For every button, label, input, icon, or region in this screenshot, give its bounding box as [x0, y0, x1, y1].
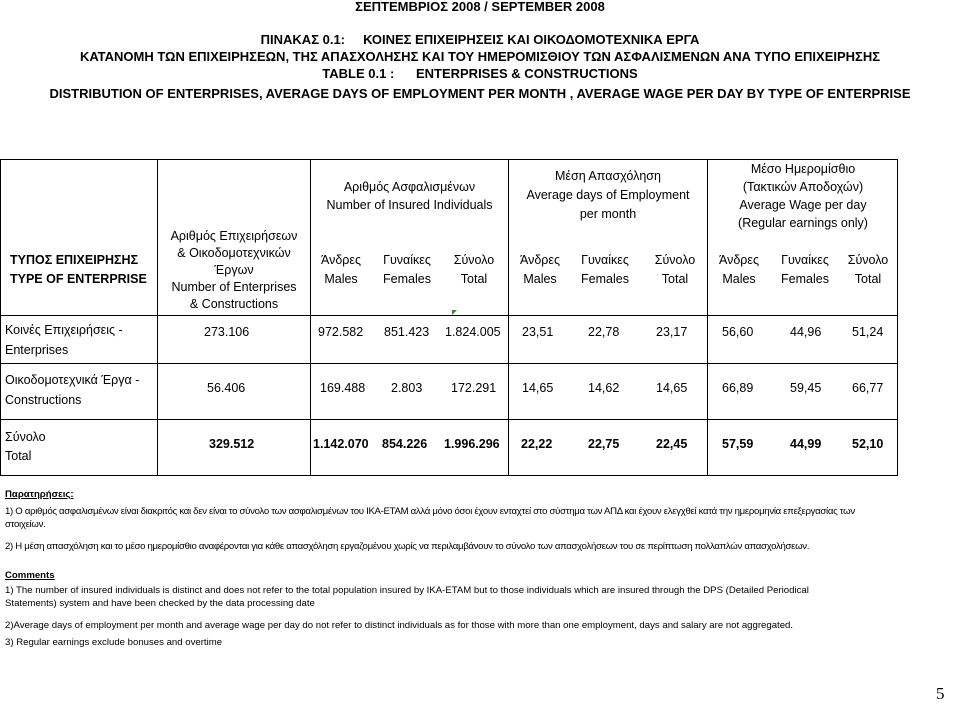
- days-total-value: 14,65: [656, 381, 688, 395]
- row-label: Σύνολο Total: [5, 430, 46, 463]
- notes-gr-heading: Παρατηρήσεις:: [5, 489, 74, 500]
- row-label: Οικοδομοτεχνικά Έργα - Constructions: [5, 373, 140, 407]
- wage-header: Μέσο Ημερομίσθιο (Τακτικών Αποδοχών) Average Wage per day (Regular earnings only): [738, 162, 868, 230]
- days-females-value: 22,75: [588, 437, 620, 451]
- cell-marker: [452, 310, 457, 315]
- type-header: ΤΥΠΟΣ ΕΠΙΧΕΙΡΗΣΗΣ TYPE OF ENTERPRISE: [10, 253, 147, 286]
- wage-females-value: 44,96: [790, 325, 822, 339]
- wage-total-value: 52,10: [852, 437, 884, 451]
- days-males-value: 22,22: [521, 437, 553, 451]
- ins-total-value: 1.996.296: [444, 437, 500, 451]
- enterprises-value: 56.406: [207, 381, 246, 395]
- wage-females-value: 59,45: [790, 381, 822, 395]
- ins-females-value: 851.423: [384, 325, 430, 339]
- ins-females-value: 2.803: [391, 381, 423, 395]
- wage-males-header: Άνδρες Males: [718, 253, 760, 286]
- enterprises-value: 273.106: [204, 325, 250, 339]
- date-line: ΣΕΠΤΕΜΒΡΙΟΣ 2008 / SEPTEMBER 2008: [355, 0, 605, 14]
- enterprise-count-header: Αριθμός Επιχειρήσεων & Οικοδομοτεχνικών Έργων Number of Enterprises & Constructions: [170, 229, 298, 311]
- table-title-gr: ΠΙΝΑΚΑΣ 0.1: ΚΟΙΝΕΣ ΕΠΙΧΕΙΡΗΣΕΙΣ ΚΑΙ ΟΙΚΟΔΟΜΟΤΕΧΝΙΚΑ ΕΡΓΑ: [260, 32, 700, 47]
- days-males-value: 14,65: [522, 381, 554, 395]
- days-total-value: 23,17: [656, 325, 688, 339]
- wage-males-value: 66,89: [722, 381, 754, 395]
- days-females-value: 22,78: [588, 325, 620, 339]
- page-number: 5: [936, 684, 945, 703]
- ins-males-value: 169.488: [320, 381, 366, 395]
- subtitle-gr: ΚΑΤΑΝΟΜΗ ΤΩΝ ΕΠΙΧΕΙΡΗΣΕΩΝ, ΤΗΣ ΑΠΑΣΧΟΛΗΣΗΣ ΚΑΙ ΤΟΥ ΗΜΕΡΟΜΙΣΘΙΟΥ ΤΩΝ ΑΣΦΑΛΙΣΜΕΝΩΝ ΑΝΑ ΤΥΠΟ ΕΠΙΧΕΙΡΗΣΗΣ: [79, 49, 881, 64]
- wage-females-header: Γυναίκες Females: [781, 253, 829, 286]
- wage-males-value: 56,60: [722, 325, 754, 339]
- wage-total-value: 66,77: [852, 381, 884, 395]
- days-males-header: Άνδρες Males: [519, 253, 561, 286]
- insured-header: Αριθμός Ασφαλισμένων Number of Insured Individuals: [326, 180, 493, 212]
- subtitle-en: DISTRIBUTION OF ENTERPRISES, AVERAGE DAYS OF EMPLOYMENT PER MONTH , AVERAGE WAGE PER DAY BY TYPE OF ENTERPRISE: [49, 86, 911, 101]
- days-females-value: 14,62: [588, 381, 620, 395]
- comment-2: 2)Average days of employment per month and average wage per day do not refer to distinct individuals as for those with more than one employment, days and salary are not aggregated.: [5, 620, 794, 631]
- days-females-header: Γυναίκες Females: [581, 253, 629, 286]
- days-total-value: 22,45: [656, 437, 688, 451]
- enterprises-value: 329.512: [209, 437, 255, 451]
- ins-males-value: 972.582: [318, 325, 364, 339]
- insured-females-header: Γυναίκες Females: [383, 253, 431, 286]
- ins-total-value: 1.824.005: [445, 325, 501, 339]
- wage-females-value: 44,99: [790, 437, 822, 451]
- days-header: Μέση Απασχόληση Average days of Employment per month: [526, 169, 690, 221]
- comments-heading: Comments: [5, 570, 55, 581]
- note-gr-1: 1) Ο αριθμός ασφαλισμένων είναι διακριτός και δεν είναι το σύνολο των ασφαλισμένων του ΙΚΑ-ΕΤΑΜ αλλά μόνο όσοι έχουν ενταχτεί στο σύστημα των ΑΠΔ και έχουν ελεγχθεί κατά την ημερομηνία επεξεργασίας των στοιχείων.: [5, 506, 855, 530]
- days-total-header: Σύνολο Total: [654, 253, 696, 286]
- row-label: Κοινές Επιχειρήσεις - Enterprises: [5, 323, 123, 357]
- wage-total-header: Σύνολο Total: [847, 253, 889, 286]
- comment-1: 1) The number of insured individuals is distinct and does not refer to the total population insured by IKA-ETAM but to those individuals which are insured through the DPS (Detailed Periodical Statements) system and have been checked by the data processing date: [5, 585, 809, 609]
- table-title-en: TABLE 0.1 : ENTERPRISES & CONSTRUCTIONS: [322, 66, 638, 81]
- comment-3: 3) Regular earnings exclude bonuses and overtime: [5, 637, 223, 648]
- days-males-value: 23,51: [522, 325, 554, 339]
- wage-total-value: 51,24: [852, 325, 884, 339]
- ins-males-value: 1.142.070: [313, 437, 369, 451]
- insured-total-header: Σύνολο Total: [453, 253, 495, 286]
- ins-total-value: 172.291: [451, 381, 497, 395]
- note-gr-2: 2) Η μέση απασχόληση και το μέσο ημερομίσθιο αναφέρονται για κάθε απασχόληση εργαζομένου χωρίς να περιλαμβάνουν το σύνολο των απασχολήσεων του σε περίπτωση πολλαπλών απασχολήσεων.: [5, 541, 810, 552]
- insured-males-header: Άνδρες Males: [320, 253, 362, 286]
- wage-males-value: 57,59: [722, 437, 754, 451]
- ins-females-value: 854.226: [382, 437, 428, 451]
